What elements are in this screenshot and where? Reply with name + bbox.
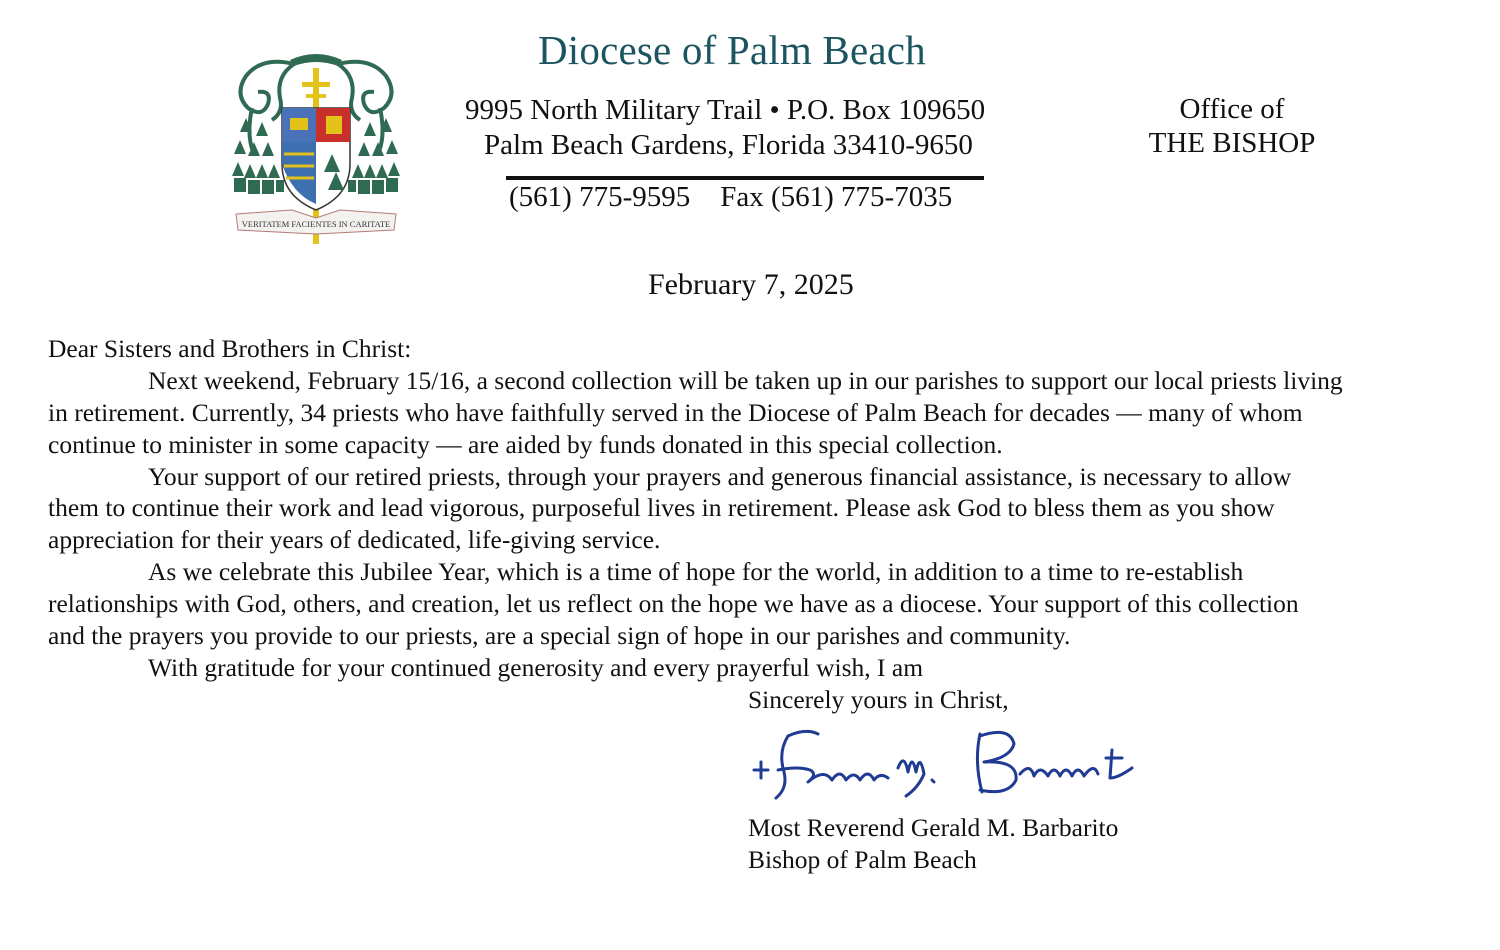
header-divider <box>506 176 984 180</box>
address-line-1: 9995 North Military Trail • P.O. Box 109650 <box>465 94 986 126</box>
office-line-2: THE BISHOP <box>1148 127 1316 159</box>
organization-name: Diocese of Palm Beach <box>538 27 926 73</box>
signature-image <box>748 722 1140 806</box>
office-heading <box>1132 92 1332 160</box>
svg-text:VERITATEM FACIENTES IN CARITAT: VERITATEM FACIENTES IN CARITATE <box>241 219 391 229</box>
signer-name: Most Reverend Gerald M. Barbarito <box>748 813 1119 842</box>
diocese-crest-logo <box>232 46 400 248</box>
body-line: and the prayers you provide to our priests, are a special sign of hope in our parishes and community. <box>48 621 1071 650</box>
body-line: relationships with God, others, and creation, let us reflect on the hope we have as a diocese. Your support of this collection <box>48 589 1299 618</box>
body-line: Your support of our retired priests, through your prayers and generous financial assistance, is necessary to allow <box>148 462 1292 491</box>
closing: Sincerely yours in Christ, <box>748 685 1009 714</box>
body-line: With gratitude for your continued generosity and every prayerful wish, I am <box>148 653 924 682</box>
letter-date: February 7, 2025 <box>648 268 854 301</box>
body-line: As we celebrate this Jubilee Year, which is a time of hope for the world, in addition to a time to re-establish <box>148 557 1244 586</box>
body-line: in retirement. Currently, 34 priests who have faithfully served in the Diocese of Palm Beach for decades — many of whom <box>48 398 1303 427</box>
signer-title: Bishop of Palm Beach <box>748 845 977 874</box>
fax-number: Fax (561) 775-7035 <box>720 181 953 213</box>
office-line-1: Office of <box>1179 93 1285 125</box>
body-line: continue to minister in some capacity — are aided by funds donated in this special collection. <box>48 430 1003 459</box>
body-line: them to continue their work and lead vigorous, purposeful lives in retirement. Please ask God to bless them as you show <box>48 493 1275 522</box>
body-line: appreciation for their years of dedicated, life-giving service. <box>48 525 661 554</box>
contact-numbers <box>509 181 952 214</box>
address-line-2: Palm Beach Gardens, Florida 33410-9650 <box>484 129 973 161</box>
body-line: Next weekend, February 15/16, a second collection will be taken up in our parishes to support our local priests living <box>148 366 1343 395</box>
salutation: Dear Sisters and Brothers in Christ: <box>48 334 412 363</box>
phone-number: (561) 775-9595 <box>509 181 691 213</box>
